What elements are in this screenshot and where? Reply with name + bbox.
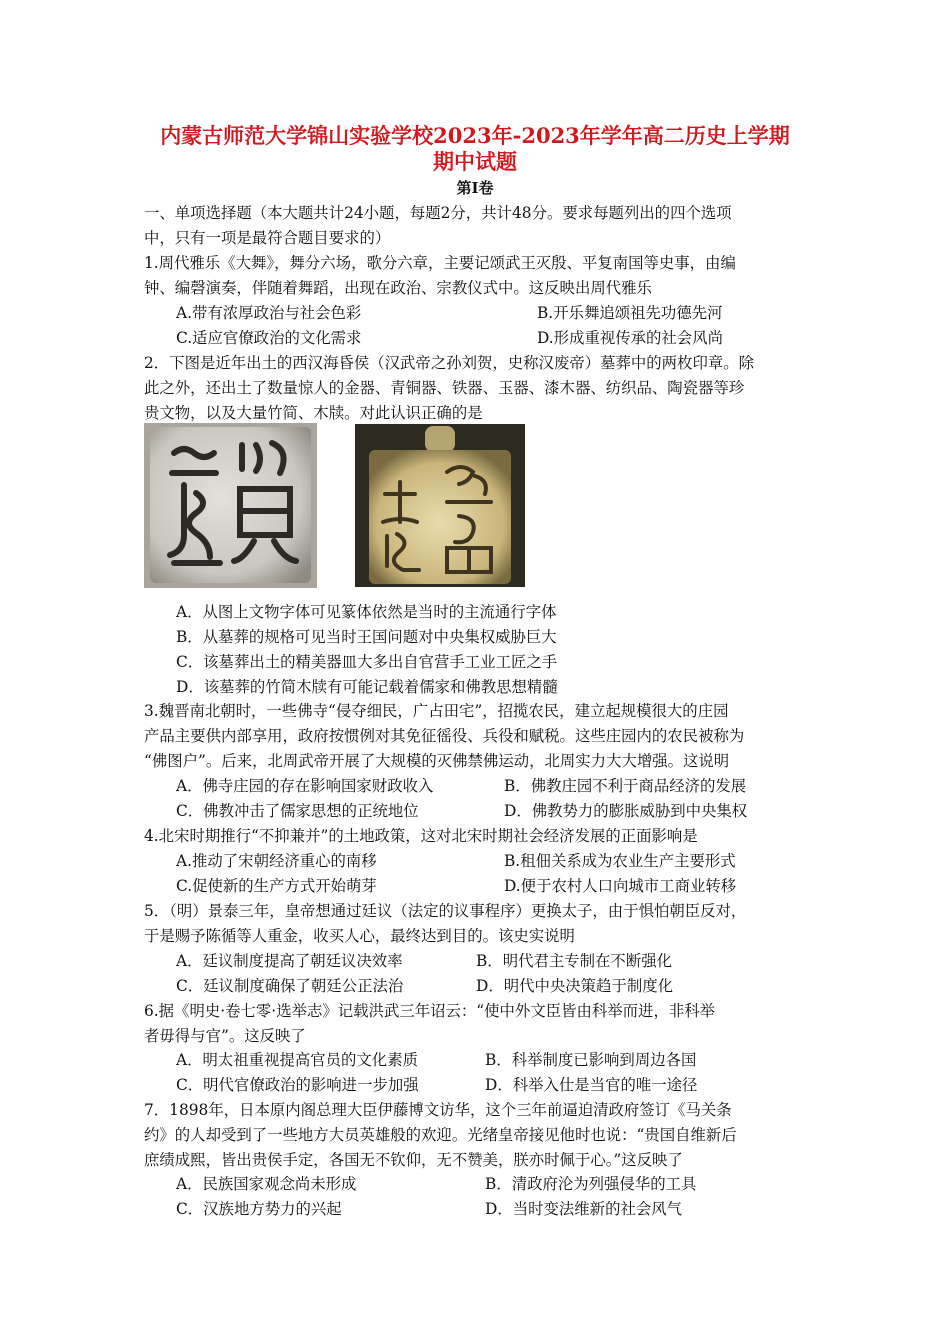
question-5-stem: 5．（明）景泰三年，皇帝想通过廷议（法定的议事程序）更换太子，由于惧怕朝臣反对，: [144, 902, 747, 920]
instructions-line: 中，只有一项是最符合题目要求的）: [144, 229, 391, 247]
question-7-stem: 约》的人却受到了一些地方大员英雄般的欢迎。光绪皇帝接见他时也说：“贵国自维新后: [144, 1126, 737, 1144]
question-2-stem: 此之外，还出土了数量惊人的金器、青铜器、铁器、玉器、漆木器、纺织品、陶瓷器等珍: [144, 379, 745, 397]
question-2-option-d: D．该墓葬的竹简木牍有可能记载着儒家和佛教思想精髓: [176, 678, 558, 696]
exam-title-line2: 期中试题: [433, 149, 517, 174]
question-7-option-b: B．清政府沦为列强侵华的工具: [485, 1175, 697, 1193]
question-3-option-b: B．佛教庄园不利于商品经济的发展: [504, 777, 747, 795]
question-7-option-a: A．民族国家观念尚未形成: [176, 1175, 357, 1193]
question-7-option-c: C．汉族地方势力的兴起: [176, 1200, 342, 1218]
seal-left-icon: [144, 423, 317, 588]
question-2-stem: 2．下图是近年出土的西汉海昏侯（汉武帝之孙刘贺，史称汉废帝）墓葬中的两枚印章。除: [144, 354, 755, 372]
question-6-option-b: B．科举制度已影响到周边各国: [485, 1051, 697, 1069]
question-1-option-b: B.开乐舞追颂祖先功德先河: [537, 304, 723, 322]
seal-image-left: [144, 423, 317, 588]
question-6-stem: 6.据《明史·卷七零·选举志》记载洪武三年诏云：“使中外文臣皆由科举而进，非科举: [144, 1002, 716, 1020]
question-7-stem: 7．1898年，日本原内阁总理大臣伊藤博文访华，这个三年前逼迫清政府签订《马关条: [144, 1101, 732, 1119]
question-5-option-c: C．廷议制度确保了朝廷公正法治: [176, 977, 404, 995]
question-7-option-d: D．当时变法维新的社会风气: [485, 1200, 683, 1218]
question-1-stem: 钟、编磬演奏，伴随着舞蹈，出现在政治、宗教仪式中。这反映出周代雅乐: [144, 279, 652, 297]
question-6-option-a: A．明太祖重视提高官员的文化素质: [176, 1051, 418, 1069]
question-2-option-a: A．从图上文物字体可见篆体依然是当时的主流通行字体: [176, 603, 557, 621]
question-5-stem: 于是赐予陈循等人重金，收买人心，最终达到目的。该史实说明: [144, 927, 575, 945]
question-4-option-b: B.租佃关系成为农业生产主要形式: [504, 852, 736, 870]
question-1-option-d: D.形成重视传承的社会风尚: [537, 329, 723, 347]
question-3-stem: 产品主要供内部享用，政府按惯例对其免征徭役、兵役和赋税。这些庄园内的农民被称为: [144, 727, 745, 745]
question-3-option-c: C．佛教冲击了儒家思想的正统地位: [176, 802, 419, 820]
seal-image-right: [355, 424, 525, 587]
question-1-option-a: A.带有浓厚政治与社会色彩: [176, 304, 362, 322]
question-4-option-a: A.推动了宋朝经济重心的南移: [176, 852, 377, 870]
question-2-option-b: B．从墓葬的规格可见当时王国问题对中央集权威胁巨大: [176, 628, 557, 646]
question-2-stem: 贵文物，以及大量竹简、木牍。对此认识正确的是: [144, 404, 483, 422]
question-6-stem: 者毋得与官”。这反映了: [144, 1027, 306, 1045]
section-heading: 第Ⅰ卷: [456, 179, 494, 197]
question-5-option-a: A．廷议制度提高了朝廷议决效率: [176, 952, 403, 970]
question-7-stem: 庶绩成熙，皆出贵侯手定，各国无不钦仰，无不赞美，朕亦时佩于心。”这反映了: [144, 1151, 683, 1169]
question-3-stem: 3.魏晋南北朝时，一些佛寺“侵夺细民，广占田宅”，招揽农民，建立起规模很大的庄园: [144, 702, 729, 720]
question-3-option-d: D．佛教势力的膨胀威胁到中央集权: [504, 802, 748, 820]
question-4-option-d: D.便于农村人口向城市工商业转移: [504, 877, 737, 895]
question-3-stem: “佛图户”。后来，北周武帝开展了大规模的灭佛禁佛运动，北周实力大大增强。这说明: [144, 752, 730, 770]
question-6-option-c: C．明代官僚政治的影响进一步加强: [176, 1076, 419, 1094]
question-6-option-d: D．科举入仕是当官的唯一途径: [485, 1076, 698, 1094]
instructions-line: 一、单项选择题（本大题共计24小题，每题2分，共计48分。要求每题列出的四个选项: [144, 204, 732, 222]
question-2-option-c: C．该墓葬出土的精美器皿大多出自官营手工业工匠之手: [176, 653, 558, 671]
question-1-option-c: C.适应官僚政治的文化需求: [176, 329, 362, 347]
question-4-stem: 4.北宋时期推行“不抑兼并”的土地政策，这对北宋时期社会经济发展的正面影响是: [144, 827, 698, 845]
question-5-option-d: D．明代中央决策趋于制度化: [476, 977, 674, 995]
seal-right-icon: [355, 424, 525, 587]
question-5-option-b: B．明代君主专制在不断强化: [476, 952, 672, 970]
exam-title-line1: 内蒙古师范大学锦山实验学校2023年-2023年学年高二历史上学期: [160, 123, 790, 148]
question-3-option-a: A．佛寺庄园的存在影响国家财政收入: [176, 777, 434, 795]
question-4-option-c: C.促使新的生产方式开始萌芽: [176, 877, 377, 895]
question-1-stem: 1.周代雅乐《大舞》，舞分六场，歌分六章，主要记颂武王灭殷、平复南国等史事，由编: [144, 254, 736, 272]
